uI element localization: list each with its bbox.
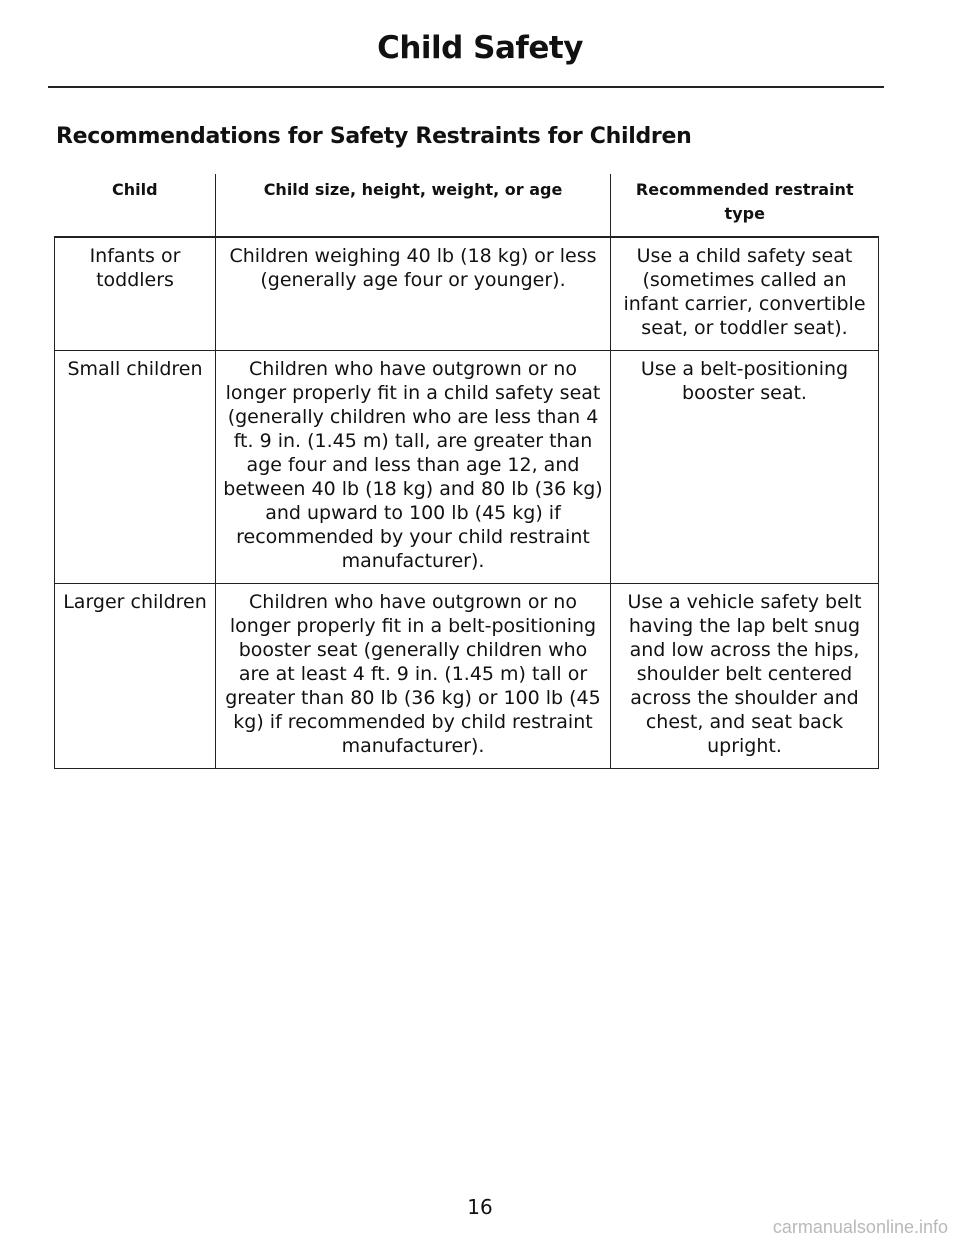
page-number: 16	[467, 1195, 493, 1219]
size-cell: Children who have outgrown or no longer properly fit in a belt-positioning booster seat (generally children who are at least 4 ft. 9 in. (1.45 m) tall or greater than 80 lb (36 kg) or 100 lb (45 kg) if recommended by child restraint manufacturer).	[216, 584, 611, 769]
column-header-child: Child	[55, 174, 216, 237]
child-cell: Infants or toddlers	[55, 237, 216, 351]
size-cell: Children who have outgrown or no longer properly fit in a child safety seat (generally children who are less than 4 ft. 9 in. (1.45 m) tall, are greater than age four and less than age 12, and between 40 lb (18 kg) and 80 lb (36 kg) and upward to 100 lb (45 kg) if recommended by your child restraint manufacturer).	[216, 351, 611, 584]
table-header-row	[55, 174, 879, 237]
restraint-recommendations-table	[54, 174, 879, 769]
restraint-cell: Use a child safety seat (sometimes called an infant carrier, convertible seat, or toddler seat).	[611, 237, 879, 351]
page-title: Child Safety	[377, 30, 583, 66]
table-row	[55, 351, 879, 584]
child-cell: Larger children	[55, 584, 216, 769]
table-row	[55, 584, 879, 769]
child-cell: Small children	[55, 351, 216, 584]
column-header-size: Child size, height, weight, or age	[216, 174, 611, 237]
watermark: carmanualsonline.info	[772, 1217, 948, 1237]
column-header-restraint: Recommended restraint type	[611, 174, 879, 237]
table-row	[55, 237, 879, 351]
size-cell: Children weighing 40 lb (18 kg) or less (generally age four or younger).	[216, 237, 611, 351]
section-heading: Recommendations for Safety Restraints for Children	[56, 124, 692, 149]
restraint-cell: Use a belt-positioning booster seat.	[611, 351, 879, 584]
restraint-cell: Use a vehicle safety belt having the lap belt snug and low across the hips, shoulder belt centered across the shoulder and chest, and seat back upright.	[611, 584, 879, 769]
header-divider	[48, 86, 884, 88]
